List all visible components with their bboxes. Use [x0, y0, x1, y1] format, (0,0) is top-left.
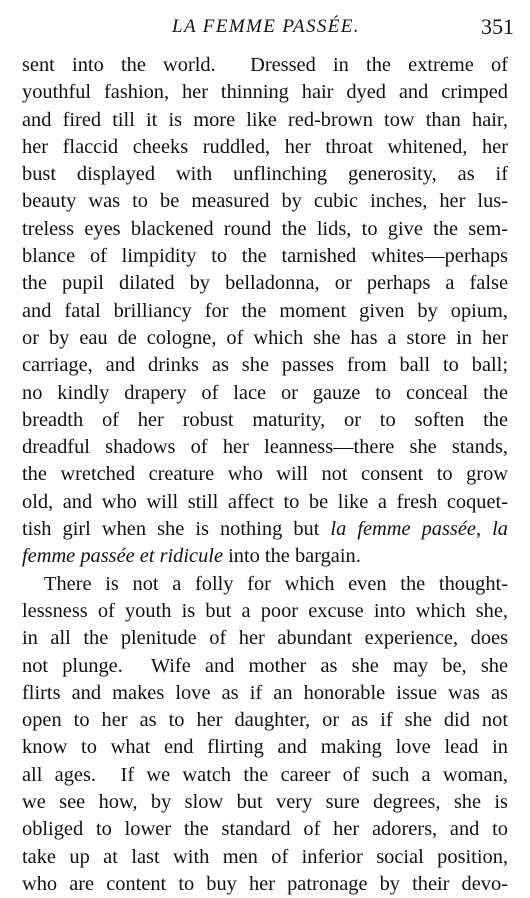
text-line [22, 243, 508, 270]
text-segment: and fired till it is more like red-brown tow than hair, [22, 108, 508, 131]
text-line [22, 188, 508, 215]
italic-text: la femme passée [330, 518, 476, 541]
text-line [22, 625, 508, 652]
text-segment: youthful fashion, her thinning hair dyed and crimped [22, 81, 508, 104]
text-segment: the wretched creature who will not consent to grow [22, 463, 508, 486]
text-line [22, 161, 508, 188]
text-line [22, 79, 508, 106]
text-line [22, 352, 508, 379]
text-line [22, 571, 508, 598]
text-line [22, 516, 508, 543]
page-number: 351 [481, 14, 514, 39]
text-line [22, 325, 508, 352]
text-line [22, 434, 508, 461]
text-segment: who are content to buy her patronage by their devo- [22, 872, 508, 895]
text-line [22, 816, 508, 843]
body-text [22, 52, 508, 898]
text-line [22, 734, 508, 761]
text-segment: bust displayed with unflinching generosity, as if [22, 163, 508, 186]
text-segment: the pupil dilated by belladonna, or perhaps a false [22, 272, 508, 295]
text-line [22, 762, 508, 789]
text-segment: open to her as to her daughter, or as if she did not [22, 709, 508, 732]
text-segment: not plunge. Wife and mother as she may be, she [22, 654, 508, 677]
text-segment: obliged to lower the standard of her adorers, and to [22, 818, 508, 841]
text-segment: into the bargain. [223, 545, 361, 568]
text-line [22, 298, 508, 325]
italic-text: la [492, 518, 508, 541]
text-segment: dreadful shadows of her leanness—there she stands, [22, 436, 508, 459]
text-line [22, 107, 508, 134]
text-segment: treless eyes blackened round the lids, to give the sem- [22, 217, 508, 240]
text-line [22, 461, 508, 488]
text-line [22, 543, 508, 570]
text-segment: breadth of her robust maturity, or to soften the [22, 408, 508, 431]
text-line [22, 52, 508, 79]
text-segment: lessness of youth is but a poor excuse into which she, [22, 599, 508, 622]
text-line [22, 789, 508, 816]
text-segment: , [475, 518, 493, 541]
text-line [22, 216, 508, 243]
text-segment: no kindly drapery of lace or gauze to conceal the [22, 381, 508, 404]
text-segment: know to what end flirting and making love lead in [22, 736, 508, 759]
text-segment: beauty was to be measured by cubic inches, her lus- [22, 190, 508, 213]
text-line [22, 653, 508, 680]
text-line [22, 598, 508, 625]
text-segment: take up at last with men of inferior social position, [22, 845, 508, 868]
text-line [22, 707, 508, 734]
text-line [22, 844, 508, 871]
page-header [18, 12, 514, 42]
text-segment: blance of limpidity to the tarnished whites—perhaps [22, 245, 508, 268]
text-segment: flirts and makes love as if an honorable issue was as [22, 681, 508, 704]
text-segment: There is not a folly for which even the thought- [44, 572, 508, 595]
text-segment: carriage, and drinks as she passes from ball to ball; [22, 354, 508, 377]
text-line [22, 134, 508, 161]
text-segment: sent into the world. Dressed in the extreme of [22, 54, 508, 76]
text-segment: her flaccid cheeks ruddled, her throat whitened, her [22, 135, 508, 158]
text-line [22, 489, 508, 516]
text-line [22, 270, 508, 297]
text-segment: or by eau de cologne, of which she has a store in her [22, 326, 508, 349]
text-line [22, 380, 508, 407]
text-line [22, 407, 508, 434]
text-segment: old, and who will still affect to be like a fresh coquet- [22, 490, 508, 513]
text-segment: tish girl when she is nothing but [22, 518, 331, 541]
text-segment: and fatal brilliancy for the moment given by opium, [22, 299, 508, 322]
text-line [22, 680, 508, 707]
italic-text: femme passée et ridicule [22, 545, 224, 568]
text-segment: we see how, by slow but very sure degrees, she is [22, 791, 508, 814]
text-line [22, 871, 508, 898]
text-segment: in all the plenitude of her abundant experience, does [22, 627, 508, 650]
text-segment: all ages. If we watch the career of such a woman, [22, 763, 508, 786]
running-head: LA FEMME PASSÉE. [172, 16, 360, 37]
